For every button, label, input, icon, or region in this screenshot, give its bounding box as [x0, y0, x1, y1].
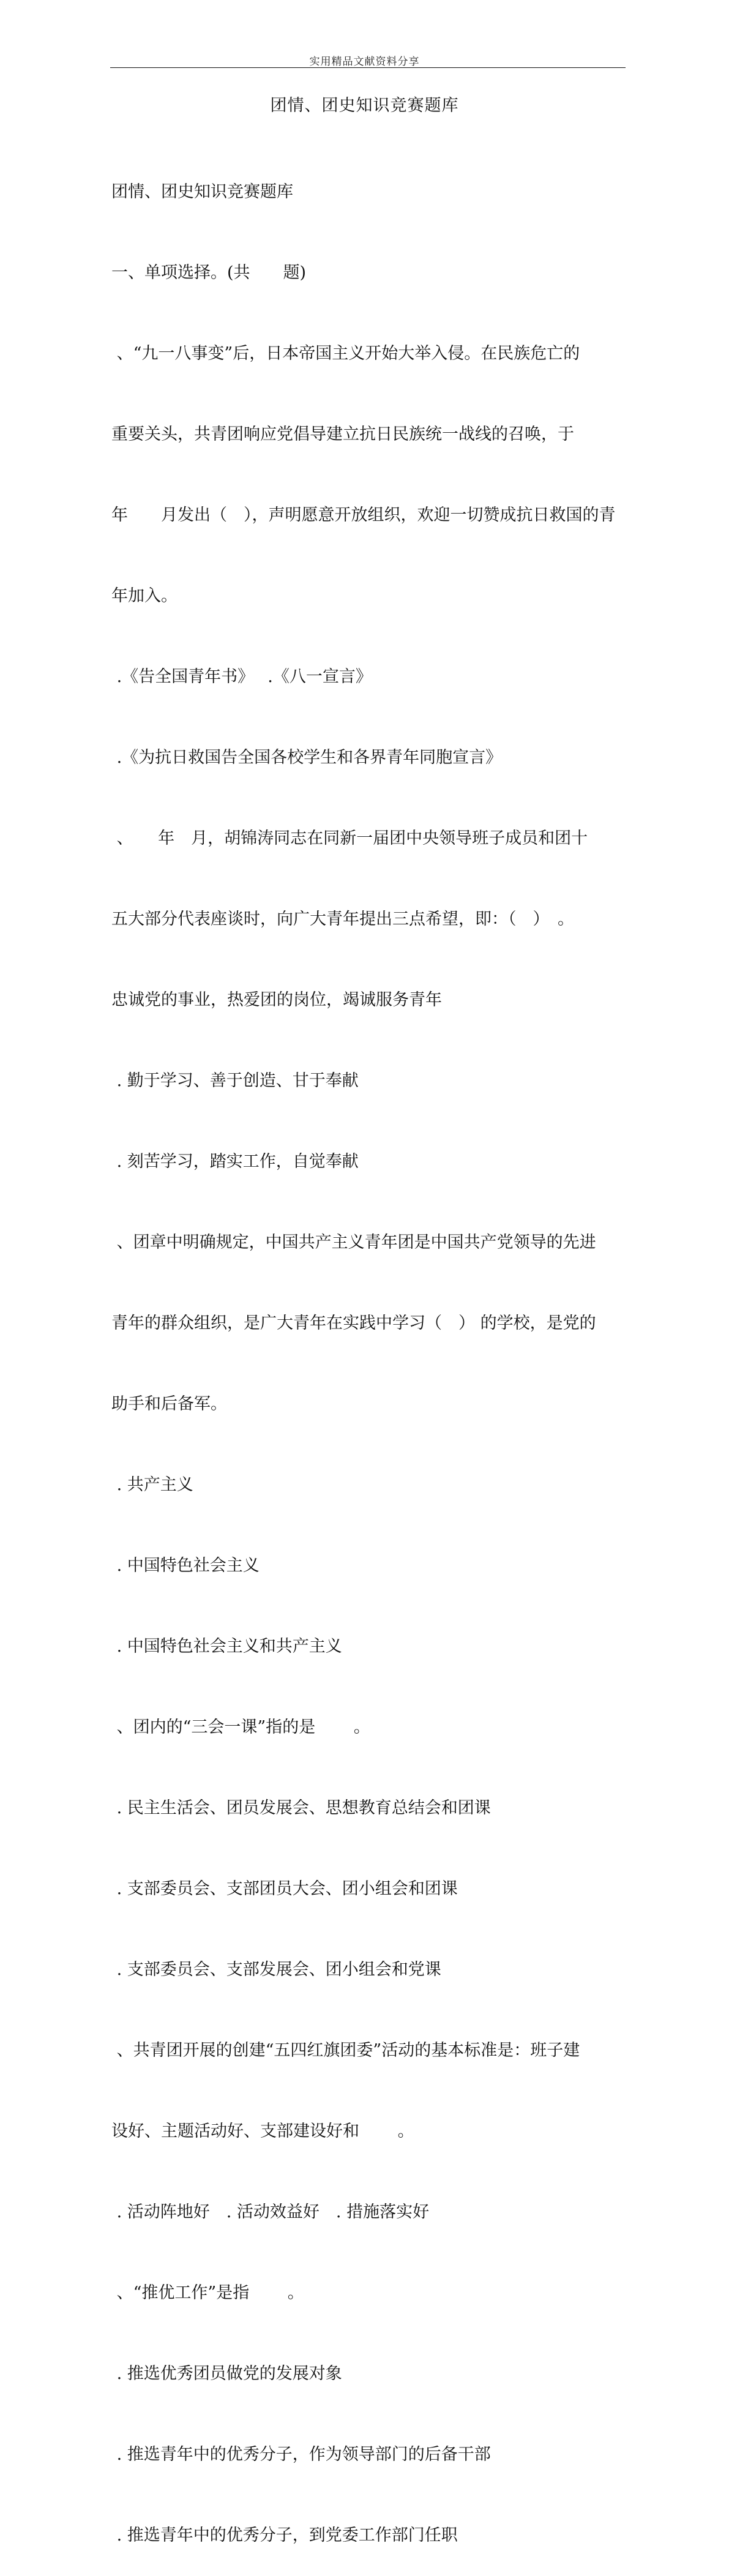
question-2-line: 、 年 月，胡锦涛同志在同新一届团中央领导班子成员和团十 [111, 829, 588, 848]
document-title: 团情、团史知识竞赛题库 [270, 96, 459, 115]
header-divider [110, 67, 626, 68]
question-3-option: . 共产主义 [111, 1475, 193, 1494]
question-3-line: 助手和后备军。 [111, 1395, 227, 1413]
question-6-option: . 推选青年中的优秀分子，作为领导部门的后备干部 [111, 2445, 491, 2464]
question-1-line: 重要关头，共青团响应党倡导建立抗日民族统一战线的召唤，于 [111, 425, 574, 444]
page-header: 实用精品文献资料分享 [309, 56, 420, 68]
question-4-option: . 支部委员会、支部团员大会、团小组会和团课 [111, 1879, 458, 1898]
question-5-line: 设好、主题活动好、支部建设好和 。 [111, 2122, 414, 2141]
question-1-line: 年 月发出（ ），声明愿意开放组织，欢迎一切赞成抗日救国的青 [111, 506, 616, 525]
question-5-line: 、共青团开展的创建“五四红旗团委”活动的基本标准是：班子建 [111, 2041, 580, 2060]
question-6-option: . 推选青年中的优秀分子，到党委工作部门任职 [111, 2526, 458, 2545]
question-1-line: 、“九一八事变”后，日本帝国主义开始大举入侵。在民族危亡的 [111, 344, 580, 363]
body-line-subtitle: 团情、团史知识竞赛题库 [111, 182, 293, 201]
document-body [111, 125, 626, 2576]
question-4-line: 、团内的“三会一课”指的是 。 [111, 1718, 370, 1737]
question-2-option: . 勤于学习、善于创造、甘于奉献 [111, 1071, 359, 1090]
question-3-option: . 中国特色社会主义和共产主义 [111, 1637, 342, 1656]
question-2-option: . 刻苦学习，踏实工作，自觉奉献 [111, 1152, 359, 1171]
question-3-line: 、团章中明确规定，中国共产主义青年团是中国共产党领导的先进 [111, 1233, 596, 1252]
question-1-option: .《告全国青年书》 .《八一宣言》 [111, 667, 372, 686]
question-3-line: 青年的群众组织，是广大青年在实践中学习（ ） 的学校，是党的 [111, 1314, 596, 1333]
question-1-option: .《为抗日救国告全国各校学生和各界青年同胞宣言》 [111, 748, 503, 767]
question-6-line: 、“推优工作”是指 。 [111, 2283, 304, 2302]
question-2-line: 五大部分代表座谈时，向广大青年提出三点希望，即：（ ） 。 [111, 910, 574, 929]
question-4-option: . 支部委员会、支部发展会、团小组会和党课 [111, 1960, 441, 1979]
section-heading: 一、单项选择。(共 题) [111, 263, 307, 282]
question-1-line: 年加入。 [111, 586, 178, 605]
question-3-option: . 中国特色社会主义 [111, 1556, 260, 1575]
question-6-option: . 推选优秀团员做党的发展对象 [111, 2364, 342, 2383]
question-2-option: 忠诚党的事业，热爱团的岗位，竭诚服务青年 [111, 990, 442, 1009]
question-4-option: . 民主生活会、团员发展会、思想教育总结会和团课 [111, 1799, 491, 1818]
question-5-options: . 活动阵地好 . 活动效益好 . 措施落实好 [111, 2203, 430, 2222]
